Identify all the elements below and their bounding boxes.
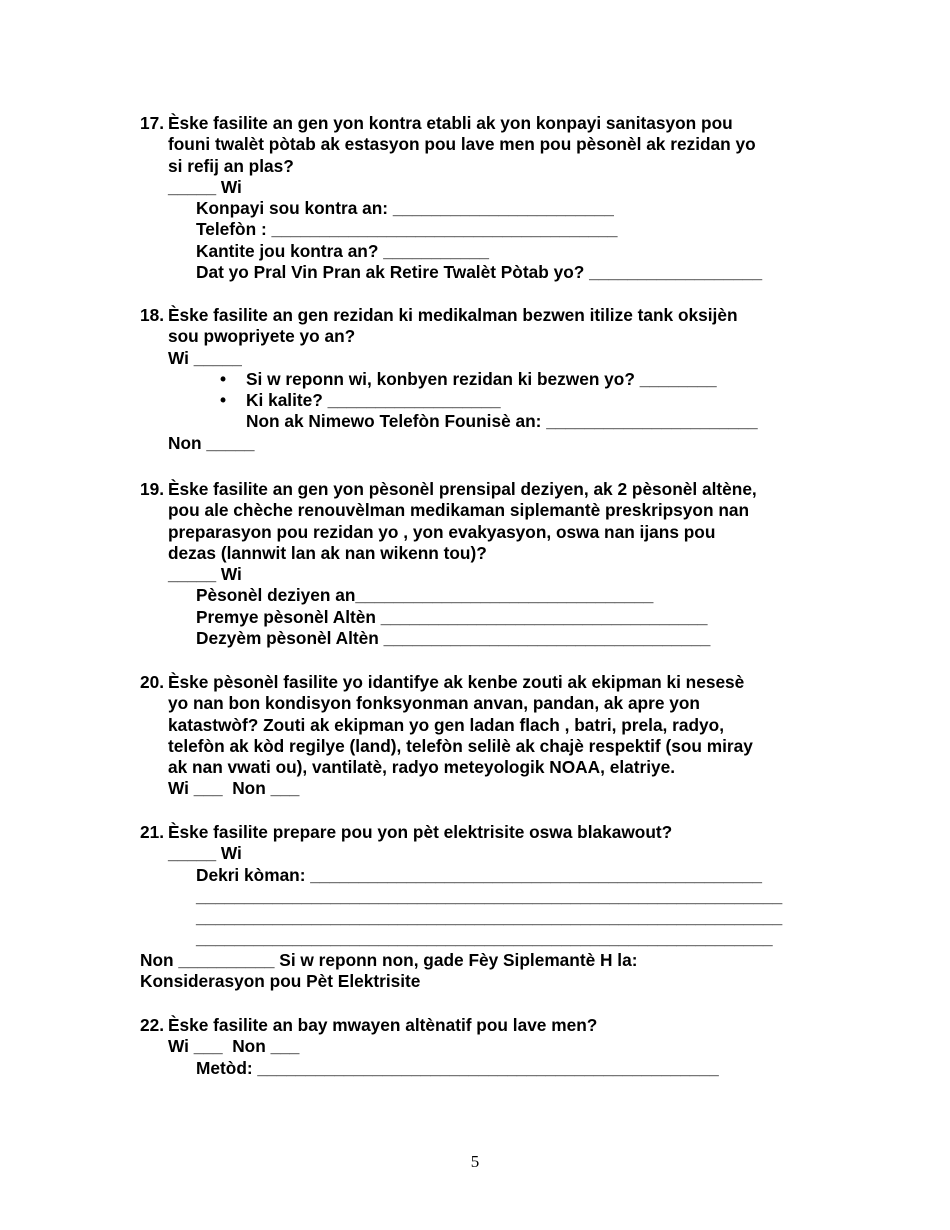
- question-text: Èske fasilite an gen rezidan ki medikalman bezwen itilize tank oksijèn: [168, 305, 738, 325]
- answer-yes-blank[interactable]: _____ Wi: [168, 843, 242, 864]
- method-field[interactable]: Metòd: ________________________________________________: [196, 1057, 719, 1078]
- answer-yes-blank[interactable]: _____ Wi: [168, 176, 242, 197]
- designated-staff-field[interactable]: Pèsonèl deziyen an_______________________________: [196, 585, 654, 606]
- question-21: [140, 822, 820, 992]
- question-number: 22.: [140, 1015, 165, 1035]
- second-alternate-field[interactable]: Dezyèm pèsonèl Altèn __________________________________: [196, 628, 711, 649]
- question-18: [140, 305, 820, 454]
- question-text: Èske fasilite an bay mwayen altènatif pou lave men?: [168, 1015, 598, 1035]
- question-text: Èske fasilite an gen yon pèsonèl prensipal deziyen, ak 2 pèsonèl altène,: [168, 479, 757, 499]
- question-22: [140, 1015, 820, 1079]
- resident-count-field[interactable]: • Si w reponn wi, konbyen rezidan ki bezwen yo? ________: [140, 369, 820, 390]
- question-number: 18.: [140, 305, 165, 325]
- question-text: Konsiderasyon pou Pèt Elektrisite: [140, 971, 421, 992]
- question-text: yo nan bon kondisyon fonksyonman anvan, pandan, ak apre yon: [168, 693, 700, 714]
- answer-no-blank[interactable]: Non __________ Si w reponn non, gade Fèy Siplemantè H la:: [140, 949, 638, 970]
- question-text: telefòn ak kòd regilye (land), telefòn selilè ak chajè respektif (sou miray: [168, 735, 753, 756]
- first-alternate-field[interactable]: Premye pèsonèl Altèn __________________________________: [196, 606, 708, 627]
- answer-yes-blank[interactable]: Wi _____: [168, 347, 242, 368]
- question-17: [140, 113, 820, 283]
- describe-line[interactable]: _____________________________________________________________: [196, 885, 783, 906]
- contract-company-field[interactable]: Konpayi sou kontra an: _______________________: [196, 198, 614, 219]
- describe-line[interactable]: ____________________________________________________________: [196, 928, 773, 949]
- question-text: Èske fasilite prepare pou yon pèt elektrisite oswa blakawout?: [168, 822, 673, 842]
- question-number: 17.: [140, 113, 165, 133]
- question-19: [140, 479, 820, 649]
- question-text: Èske fasilite an gen yon kontra etabli ak yon konpayi sanitasyon pou: [168, 113, 733, 133]
- yes-no-blanks[interactable]: Wi ___ Non ___: [168, 1036, 300, 1057]
- answer-yes-blank[interactable]: _____ Wi: [168, 564, 242, 585]
- question-text: founi twalèt pòtab ak estasyon pou lave men pou pèsonèl ak rezidan yo: [168, 134, 756, 155]
- question-text: si refij an plas?: [168, 155, 294, 176]
- question-text: katastwòf? Zouti ak ekipman yo gen ladan flach , batri, prela, radyo,: [168, 714, 725, 735]
- contract-days-field[interactable]: Kantite jou kontra an? ___________: [196, 240, 489, 261]
- pickup-date-field[interactable]: Dat yo Pral Vin Pran ak Retire Twalèt Pòtab yo? __________________: [196, 262, 763, 283]
- answer-no-blank[interactable]: Non _____: [168, 432, 255, 453]
- question-text: dezas (lannwit lan ak nan wikenn tou)?: [168, 542, 487, 563]
- question-20: [140, 672, 820, 800]
- question-text: sou pwopriyete yo an?: [168, 326, 356, 347]
- kind-field[interactable]: • Ki kalite? __________________: [140, 390, 820, 411]
- question-text: preparasyon pou rezidan yo , yon evakyasyon, oswa nan ijans pou: [168, 521, 716, 542]
- question-text: Èske pèsonèl fasilite yo idantifye ak kenbe zouti ak ekipman ki nesesè: [168, 672, 745, 692]
- page-number: 5: [470, 1152, 480, 1171]
- question-text: pou ale chèche renouvèlman medikaman siplemantè preskripsyon nan: [168, 500, 750, 521]
- describe-field[interactable]: Dekri kòman: _______________________________________________: [196, 864, 763, 885]
- phone-field[interactable]: Telefòn : ____________________________________: [196, 219, 618, 240]
- describe-line[interactable]: _____________________________________________________________: [196, 907, 783, 928]
- question-number: 21.: [140, 822, 165, 842]
- question-text: ak nan vwati ou), vantilatè, radyo meteyologik NOAA, elatriye.: [168, 757, 676, 778]
- question-number: 20.: [140, 672, 165, 692]
- question-number: 19.: [140, 479, 165, 499]
- yes-no-blanks[interactable]: Wi ___ Non ___: [168, 778, 300, 799]
- supplier-field[interactable]: Non ak Nimewo Telefòn Founisè an: ______________________: [246, 411, 758, 432]
